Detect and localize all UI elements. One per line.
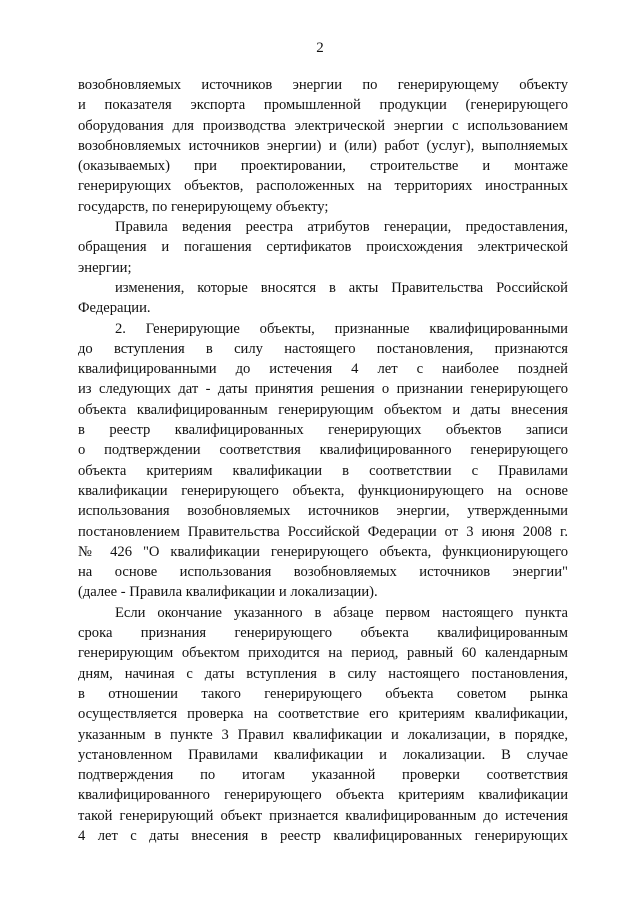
text-line: обращения и погашения сертификатов происхождения электрической: [78, 239, 568, 256]
text-line: возобновляемых источников энергии по генерирующему объекту: [78, 77, 568, 93]
text-line: о подтверждении соответствия квалифицированного генерирующего: [78, 442, 568, 459]
text-line: в отношении такого генерирующего объекта советом рынка: [78, 685, 568, 702]
text-line: срока признания генерирующего объекта квалифицированным: [78, 625, 568, 642]
text-line: до вступления в силу настоящего постановления, признаются: [78, 340, 568, 357]
text-line: установленном Правилами квалификации и локализации. В случае: [78, 746, 568, 763]
text-line: использования возобновляемых источников энергии, утвержденными: [78, 503, 568, 520]
text-line: Если окончание указанного в абзаце первом настоящего пункта: [115, 604, 568, 621]
document-body: [78, 75, 568, 846]
text-line: 4 лет с даты внесения в реестр квалифицированных генерирующих: [78, 827, 568, 844]
text-line: из следующих дат - даты принятия решения о признании генерирующего: [78, 381, 568, 398]
text-line: № 426 "О квалификации генерирующего объекта, функционирующего: [78, 543, 568, 560]
text-line: постановлением Правительства Российской Федерации от 3 июня 2008 г.: [78, 523, 568, 540]
text-line: государств, по генерирующему объекту;: [78, 198, 329, 215]
text-line: квалифицированного генерирующего объекта критериям квалификации: [78, 787, 568, 804]
text-line: такой генерирующий объект признается квалифицированным до истечения: [78, 807, 568, 824]
text-line: квалификации генерирующего объекта, функционирующего на основе: [78, 482, 568, 499]
text-line: Правила ведения реестра атрибутов генерации, предоставления,: [115, 219, 568, 236]
text-line: квалифицированными до истечения 4 лет с наиболее поздней: [78, 361, 568, 378]
text-line: генерирующих объектов, расположенных на территориях иностранных: [78, 178, 568, 195]
text-line: 2. Генерирующие объекты, признанные квалифицированными: [115, 320, 568, 337]
page-number: 2: [316, 40, 324, 56]
text-line: в реестр квалифицированных генерирующих объектов записи: [78, 422, 568, 439]
text-line: объекта критериям квалификации в соответствии с Правилами: [78, 462, 568, 479]
text-line: дням, начиная с даты вступления в силу настоящего постановления,: [78, 665, 568, 682]
text-line: на основе использования возобновляемых источников энергии": [78, 564, 568, 581]
text-line: объекта квалифицированным генерирующим объектом и даты внесения: [78, 401, 568, 418]
text-line: (далее - Правила квалификации и локализации).: [78, 584, 378, 601]
text-line: Федерации.: [78, 300, 151, 317]
text-line: генерирующим объектом приходится на период, равный 60 календарным: [78, 645, 568, 662]
text-line: и показателя экспорта промышленной продукции (генерирующего: [78, 97, 568, 114]
text-line: (оказываемых) при проектировании, строительстве и монтаже: [78, 158, 568, 175]
text-line: энергии;: [78, 259, 132, 276]
text-line: изменения, которые вносятся в акты Правительства Российской: [115, 279, 568, 296]
text-line: возобновляемых источников энергии) и (или) работ (услуг), выполняемых: [78, 137, 568, 154]
text-line: осуществляется проверка на соответствие его критериям квалификации,: [78, 706, 568, 723]
text-line: подтверждения по итогам указанной проверки соответствия: [78, 767, 568, 784]
text-line: указанным в пункте 3 Правил квалификации и локализации, в порядке,: [78, 726, 568, 743]
text-line: оборудования для производства электрической энергии с использованием: [78, 117, 568, 134]
